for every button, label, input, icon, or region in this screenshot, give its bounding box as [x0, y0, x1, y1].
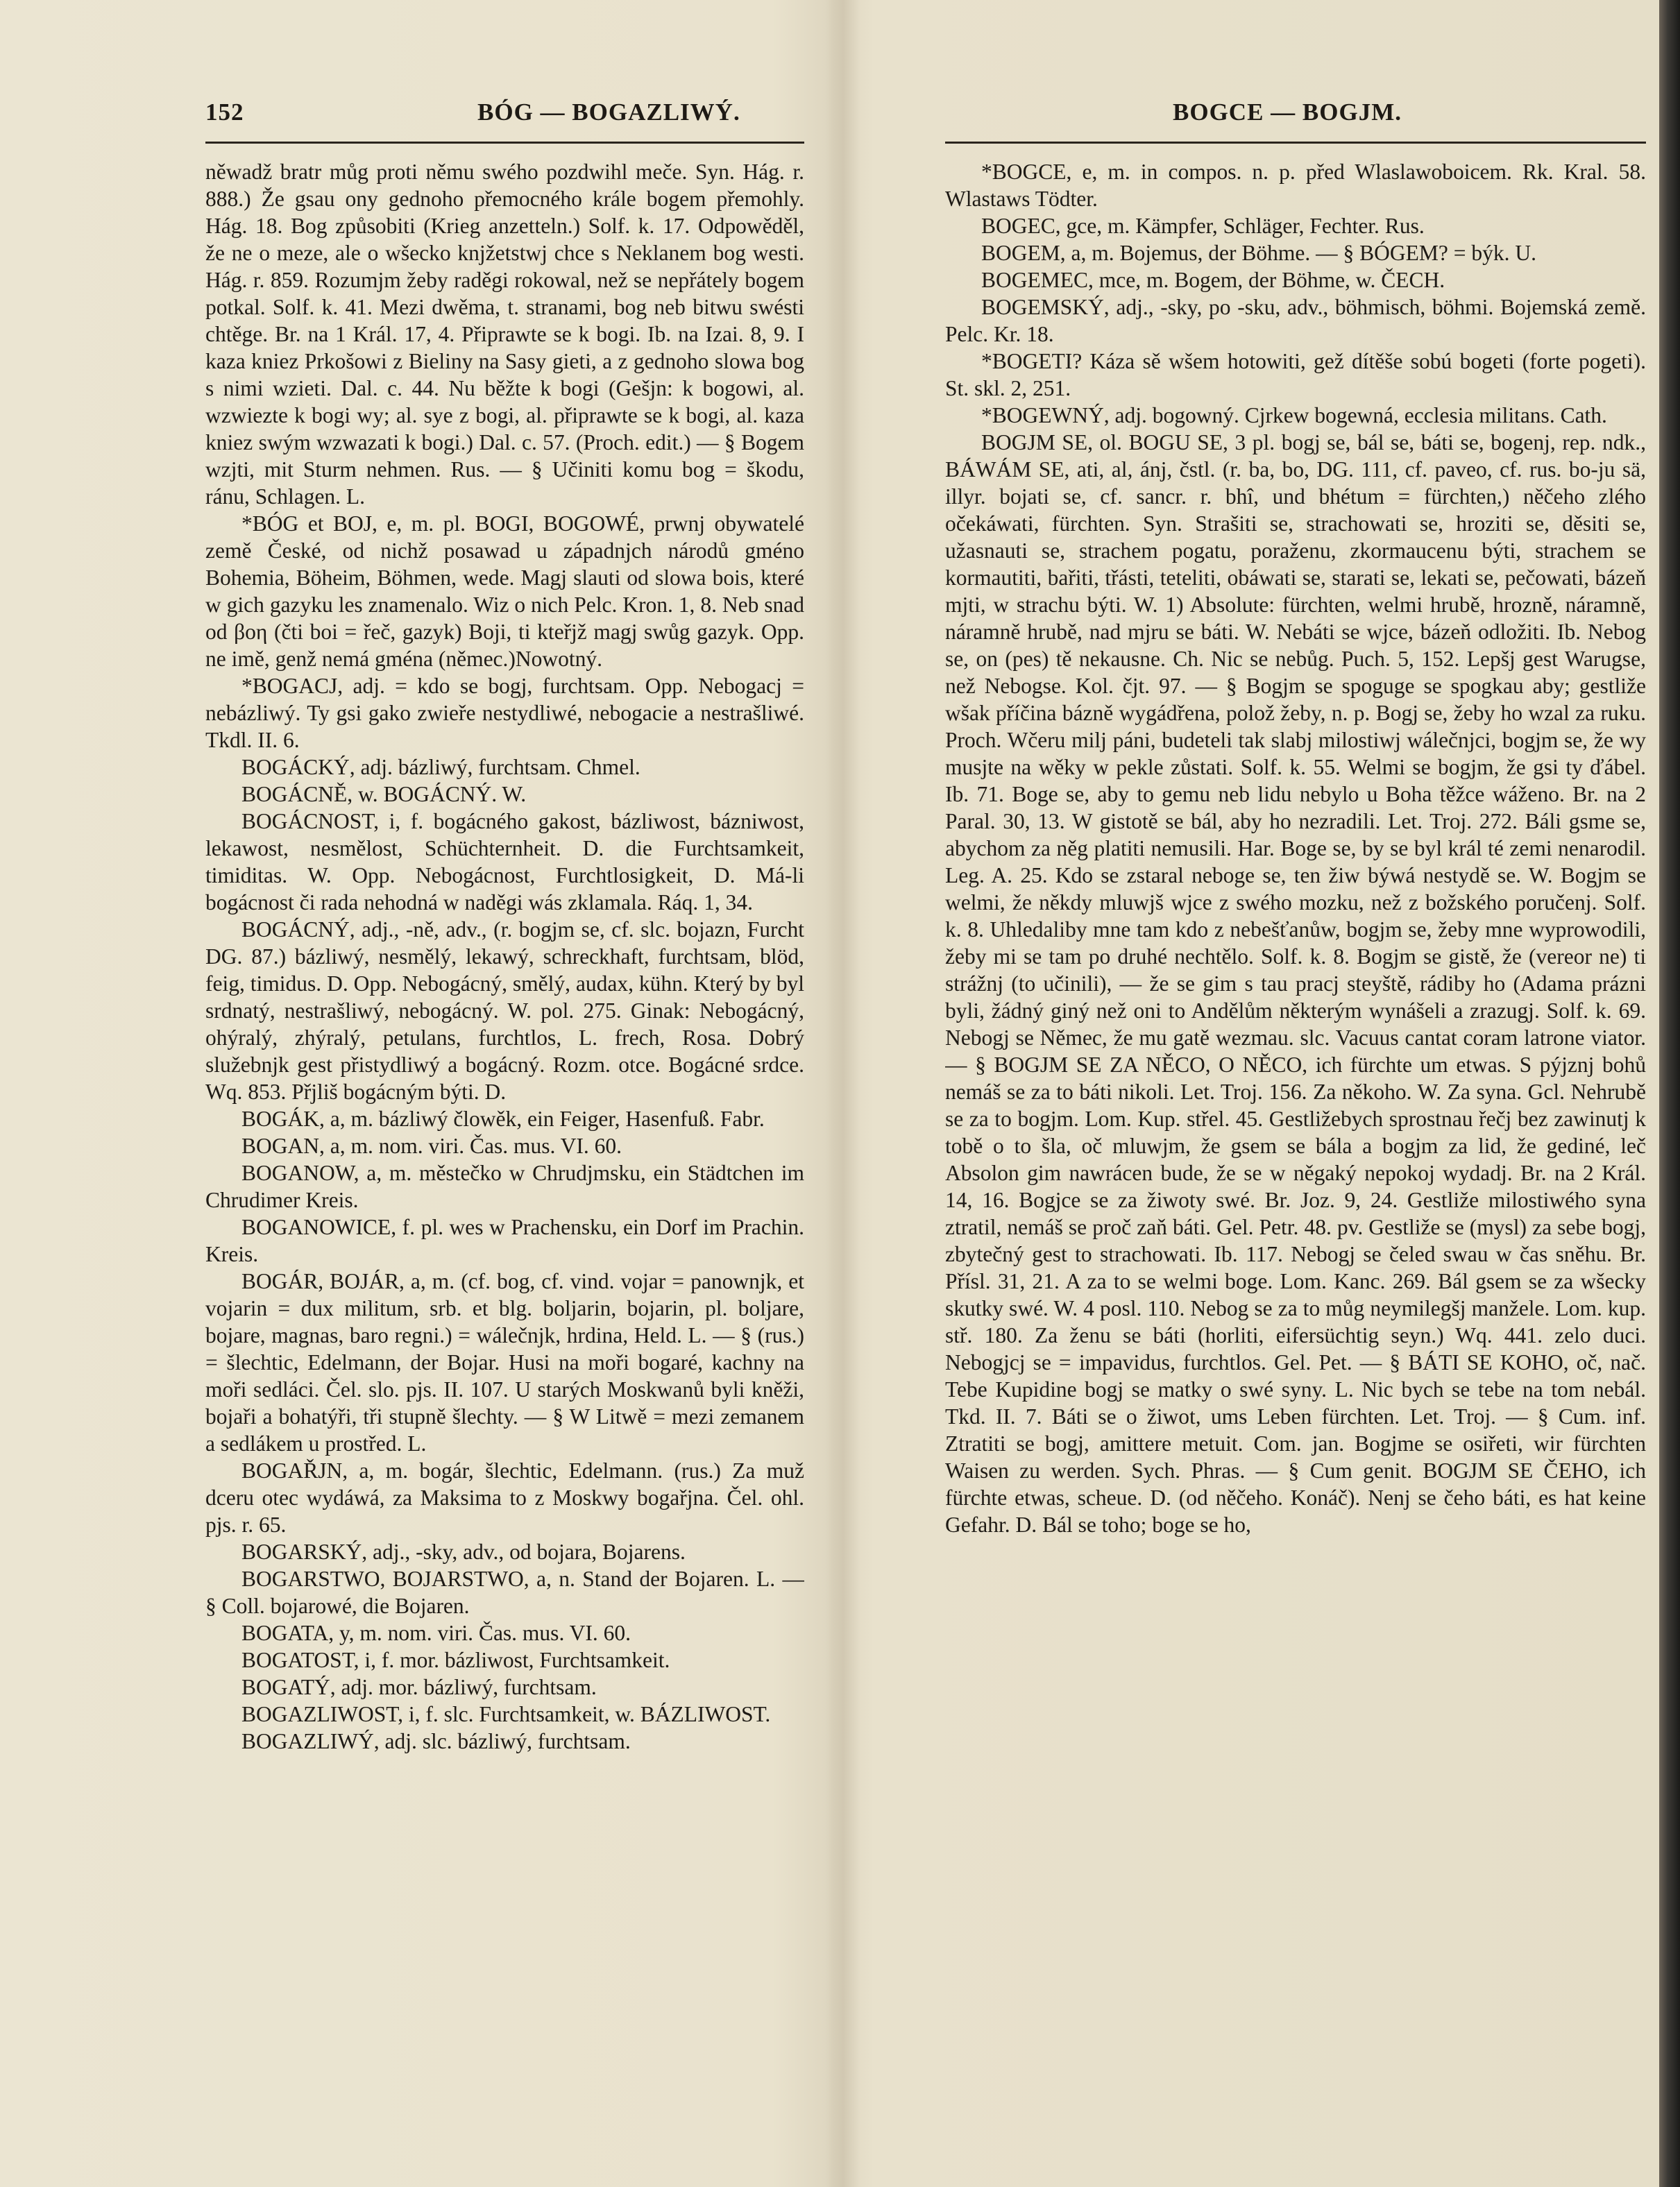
entry-bogec: BOGEC, gce, m. Kämpfer, Schläger, Fechter. Rus.: [981, 214, 1425, 238]
entry-bogemec: BOGEMEC, mce, m. Bogem, der Böhme, w. ČECH.: [981, 268, 1445, 292]
entry-bogarstwo: BOGARSTWO, BOJARSTWO, a, n. Stand der Bojaren. L. — § Coll. bojarowé, die Bojaren.: [205, 1567, 804, 1618]
entry-boj: *BÓG et BOJ, e, m. pl. BOGI, BOGOWÉ, prwnj obywatelé země České, od nichž posawad u západnjch národů gméno Bohemia, Böheim, Böhmen, wede. Magj slauti od slowa bois, které w gich gazyku les znamenalo. Wiz o nich Pelc. Kron. 1, 8. Neb snad od βoη (čti boi = řeč, gazyk) Boji, ti kteřjž magj swůg gazyk. Opp. ne imě, genž nemá gména (němec.)Nowotný.: [205, 511, 804, 671]
entry-boganow: BOGANOW, a, m. městečko w Chrudjmsku, ein Städtchen im Chrudimer Kreis.: [205, 1161, 804, 1212]
entry-bogacky: BOGÁCKÝ, adj. bázliwý, furchtsam. Chmel.: [241, 755, 640, 779]
entry-bogatost: BOGATOST, i, f. mor. bázliwost, Furchtsamkeit.: [241, 1648, 670, 1672]
right-column: [945, 158, 1646, 2156]
entry-bogacj: *BOGACJ, adj. = kdo se bogj, furchtsam. Opp. Nebogacj = nebázliwý. Ty gsi gako zwieře nestydliwé, nebogacie a nestrašliwé. Tkdl. II. 6.: [205, 674, 804, 752]
right-running-title: BOGCE — BOGJM.: [1173, 99, 1402, 126]
entry-bogce: *BOGCE, e, m. in compos. n. p. před Wlaslawoboicem. Rk. Kral. 58. Wlastaws Tödter.: [945, 160, 1646, 211]
entry-bogaty: BOGATÝ, adj. mor. bázliwý, furchtsam.: [241, 1675, 597, 1699]
entry-bogewny: *BOGEWNÝ, adj. bogowný. Cjrkew bogewná, ecclesia militans. Cath.: [981, 403, 1607, 427]
right-header-rule: [945, 142, 1646, 144]
entry-paragraph: něwadž bratr můg proti němu swého pozdwihl meče. Syn. Hág. r. 888.) Že gsau ony gednoho přemocného krále bogem přemohly. Hág. 18. Bog způsobiti (Krieg anzetteln.) Solf. k. 17. Odpowěděl, že ne o meze, ale o wšecko knjžetstwj chce s Neklanem bog westi. Hág. r. 859. Rozumjm žeby raděgi rokowal, než se nepřátely bogem potkal. Solf. k. 41. Mezi dwěma, t. stranami, bog neb bitwu swésti chtěge. Br. na 1 Král. 17, 4. Připrawte se k bogi. Ib. na Izai. 8, 9. I kaza kniez Prkošowi z Bieliny na Sasy gieti, a z gednoho slowa bog s nimi wzieti. Dal. c. 44. Nu běžte k bogi (Gešjn: k bogowi, al. wzwiezte k bogi wy; al. sye z bogi, al. připrawte se k bogi, al. kaza kniez swým wzwazati k bogi.) Dal. c. 57. (Proch. edit.) — § Bogem wzjti, mit Sturm nehmen. Rus. — § Učiniti komu bog = škodu, ránu, Schlagen. L.: [205, 160, 804, 509]
entry-bogar: BOGÁR, BOJÁR, a, m. (cf. bog, cf. vind. vojar = panownjk, et vojarin = dux militum, srb. et blg. boljarin, bojarin, pl. boljare, bojare, magnas, baro regni.) = wálečnjk, hrdina, Held. L. — § (rus.) = šlechtic, Edelmann, der Bojar. Husi na moři bogaré, kachny na moři sedláci. Čel. slo. pjs. II. 107. U starých Moskwanů byli kněži, bojaři a bohatýři, tři stupně šlechty. — § W Litwě = mezi zemanem a sedlákem u prostřed. L.: [205, 1269, 804, 1456]
entry-bogata: BOGATA, y, m. nom. viri. Čas. mus. VI. 60.: [241, 1621, 631, 1645]
entry-bogarjn: BOGAŘJN, a, m. bogár, šlechtic, Edelmann. (rus.) Za muž dceru otec wydáwá, za Maksima to z Moskwy bogařjna. Čel. ohl. pjs. r. 65.: [205, 1458, 804, 1537]
left-running-title: BÓG — BOGAZLIWÝ.: [477, 99, 740, 126]
entry-bogeti: *BOGETI? Káza sě wšem hotowiti, gež dítěše sobú bogeti (forte pogeti). St. skl. 2, 251.: [945, 349, 1646, 400]
page-edge: [1659, 0, 1680, 2187]
entry-bogarsky: BOGARSKÝ, adj., -sky, adv., od bojara, Bojarens.: [241, 1540, 686, 1564]
left-header-rule: [205, 142, 804, 144]
entry-bogjm-se: BOGJM SE, ol. BOGU SE, 3 pl. bogj se, bál se, báti se, bogenj, rep. ndk., BÁWÁM SE, ati, al, ánj, čstl. (r. ba, bo, DG. 111, cf. paveo, cf. rus. bo-ju sä, illyr. bojati se, cf. sancr. r. bhî, und bhétum = fürchten,) něčeho zlého očekáwati, fürchten. Syn. Strašiti se, strachowati se, hroziti se, děsiti se, užasnauti se, strachem pogatu, poraženu, zkormaucenu býti, strachem se kormautiti, bařiti, třásti, teteliti, obáwati se, starati se, lekati se, pečowati, bázeň mjti, w strachu býti. W. 1) Absolute: fürchten, welmi hrubě, hrozně, náramně, náramně hrubě, nad mjru se báti. W. Nebáti se wjce, bázeň odložiti. Ib. Nebog se, on (pes) tě nekausne. Ch. Nic se nebůg. Puch. 5, 152. Lepšj gest Warugse, než Nebogse. Kol. čjt. 97. — § Bogjm se spoguge se spogkau aby; gestliže wšak příčina bázně wygádřena, polož žeby, n. p. Bogj se, žeby ho wzal za ruku. Proch. Wčeru milj páni, budeteli tak slabj milostiwj wálečnjci, bogjm se, že wy musjte na wěky w pekle zůstati. Solf. k. 55. Welmi se bogjm, že gsi ty ďábel. Ib. 71. Boge se, aby to gemu neb lidu nebylo u Boha těžce wáženo. Br. na 2 Paral. 30, 13. W gistotě se bál, aby ho nezradili. Let. Troj. 272. Báli gsme se, abychom za něg platiti nemusili. Har. Boge se, by se byl král té zemi nenarodil. Leg. A. 25. Kdo se zstaral neboge se, ten žiw býwá nestydě se. W. Bogjm se welmi, že někdy mluwjš wjce z swého mozku, než z božského poručenj. Solf. k. 8. Uhledaliby mne tam kdo z nebešťanůw, bogjm se, žeby mne wyprowodili, žeby mi se tam po druhé nechtělo. Solf. k. 8. Bogjm se gistě, že (vereor ne) ti strážnj (to učinili), — že se gim s tau pracj steyště, rádiby ho (Adama prázni byli, žádný giný než oni to Andělům některým wynášeli a zrazugj. Solf. k. 69. Nebogj se Němec, že mu gatě wezmau. slc. Vacuus cantat coram latrone viator. — § BOGJM SE ZA NĚCO, O NĚCO, ich fürchte um etwas. S pýjznj bohů nemáš se za to báti nikoli. Let. Troj. 156. Za někoho. W. Za syna. Gcl. Nehrubě se za to bogjm. Lom. Kup. střel. 45. Gestližebych sprostnau řečj bez zawinutj k tobě o to šla, oč mluwjm, že gsem se bála a bogjm za lid, že gediné, leč Absolon gim nawrácen bude, že se w něgaký nepokoj wydadj. Br. na 2 Král. 14, 16. Bogjce se za žiwoty swé. Br. Joz. 9, 24. Gestliže milostiwého syna ztratil, nemáš se proč zaň báti. Gel. Petr. 48. pv. Gestliže se (mysl) za sebe bogj, zbytečný gest to strachowati. Ib. 117. Nebogj se čeled swau w čas sněhu. Br. Přísl. 31, 21. A za to se welmi boge. Lom. Kanc. 269. Bál gsem se za wšecky skutky swé. W. 4 posl. 110. Nebog se za to můg neymilegšj manžele. Lom. kup. stř. 180. Za ženu se báti (horliti, eifersüchtig seyn.) Wq. 441. zelo duci. Nebogjcj se = impavidus, furchtlos. Gel. Pet. — § BÁTI SE KOHO, oč, nač. Tebe Kupidine bogj se matky o swé syny. L. Nic bych se tebe na tom nebál. Tkd. II. 7. Báti se o žiwot, ums Leben fürchten. Let. Troj. — § Cum. inf. Ztratiti se bogj, amittere metuit. Com. jan. Bogjme se osiřeti, wir fürchten Waisen zu werden. Sych. Phras. — § Cum genit. BOGJM SE ČEHO, ich fürchte etwas, scheue. D. (od něčeho. Konáč). Nenj se čeho báti, es hat keine Gefahr. D. Bál se toho; boge se ho,: [945, 430, 1646, 1537]
entry-bogazliwy: BOGAZLIWÝ, adj. slc. bázliwý, furchtsam.: [241, 1729, 631, 1753]
entry-boganowice: BOGANOWICE, f. pl. wes w Prachensku, ein Dorf im Prachin. Kreis.: [205, 1215, 804, 1266]
entry-bogan: BOGAN, a, m. nom. viri. Čas. mus. VI. 60.: [241, 1134, 622, 1158]
entry-bogazliwost: BOGAZLIWOST, i, f. slc. Furchtsamkeit, w. BÁZLIWOST.: [241, 1702, 771, 1726]
page-number: 152: [205, 99, 244, 126]
entry-bogacny: BOGÁCNÝ, adj., -ně, adv., (r. bogjm se, cf. slc. bojazn, Furcht DG. 87.) bázliwý, nesmělý, lekawý, schreckhaft, furchtsam, blöd, feig, timidus. D. Opp. Nebogácný, smělý, audax, kühn. Který by byl srdnatý, nestrašliwý, nebogácný. W. pol. 275. Ginak: Nebogácný, ohýralý, zhýralý, petulans, furchtlos, L. frech, Rosa. Dobrý služebnjk gest přistydliwý a bogácný. Rozm. otce. Bogácné srdce. Wq. 853. Přjliš bogácným býti. D.: [205, 917, 804, 1104]
entry-bogem: BOGEM, a, m. Bojemus, der Böhme. — § BÓGEM? = býk. U.: [981, 241, 1536, 265]
entry-bogak: BOGÁK, a, m. bázliwý člowěk, ein Feiger, Hasenfuß. Fabr.: [241, 1107, 765, 1131]
entry-bogemsky: BOGEMSKÝ, adj., -sky, po -sku, adv., böhmisch, böhmi. Bojemská země. Pelc. Kr. 18.: [945, 295, 1646, 346]
entry-bogacnost: BOGÁCNOST, i, f. bogácného gakost, bázliwost, bázniwost, lekawost, nesmělost, Schüchternheit. D. die Furchtsamkeit, timiditas. W. Opp. Nebogácnost, Furchtlosigkeit, D. Má-li bogácnost či rada nehodná w naděgi wás zklamala. Ráq. 1, 34.: [205, 809, 804, 914]
left-column: [205, 158, 804, 2156]
entry-bogacne: BOGÁCNĚ, w. BOGÁCNÝ. W.: [241, 782, 527, 806]
book-gutter: [826, 0, 860, 2187]
